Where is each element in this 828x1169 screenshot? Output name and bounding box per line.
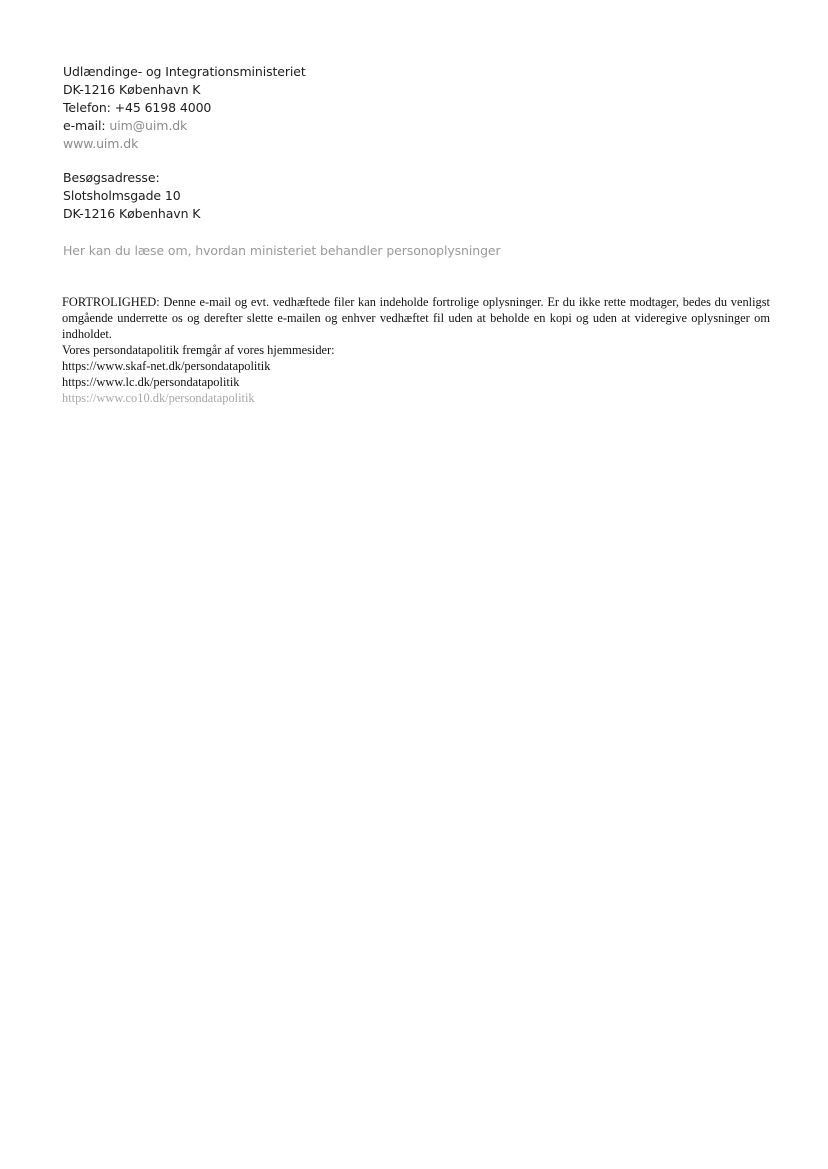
website-link[interactable]: www.uim.dk	[63, 136, 139, 151]
policy-link-lc[interactable]: https://www.lc.dk/persondatapolitik	[62, 375, 240, 389]
visit-address-label: Besøgsadresse:	[63, 170, 160, 185]
postal-address: DK-1216 København K	[63, 82, 201, 97]
policy-intro: Vores persondatapolitik fremgår af vores hjemmesider:	[62, 343, 335, 357]
ministry-name: Udlændinge- og Integrationsministeriet	[63, 64, 306, 79]
privacy-link[interactable]: Her kan du læse om, hvordan ministeriet behandler personoplysninger	[63, 243, 501, 258]
spacer	[63, 153, 306, 169]
email-label: e-mail:	[63, 118, 106, 133]
visit-street: Slotsholmsgade 10	[63, 188, 181, 203]
phone-number: Telefon: +45 6198 4000	[63, 100, 212, 115]
email-signature	[63, 63, 306, 223]
confidentiality-disclaimer	[62, 294, 770, 406]
policy-link-skaf[interactable]: https://www.skaf-net.dk/persondatapolitik	[62, 359, 271, 373]
email-line	[63, 117, 306, 135]
policy-link-co10[interactable]: https://www.co10.dk/persondatapolitik	[62, 391, 255, 405]
visit-city: DK-1216 København K	[63, 206, 201, 221]
email-link[interactable]: uim@uim.dk	[109, 118, 188, 133]
disclaimer-text: FORTROLIGHED: Denne e-mail og evt. vedhæftede filer kan indeholde fortrolige oplysninger. Er du ikke rette modtager, bedes du venligst omgående underrette os og derefter slette e-mailen og enhver vedhæftet fil uden at beholde en kopi og uden at videregive oplysninger om indholdet.	[62, 295, 770, 341]
